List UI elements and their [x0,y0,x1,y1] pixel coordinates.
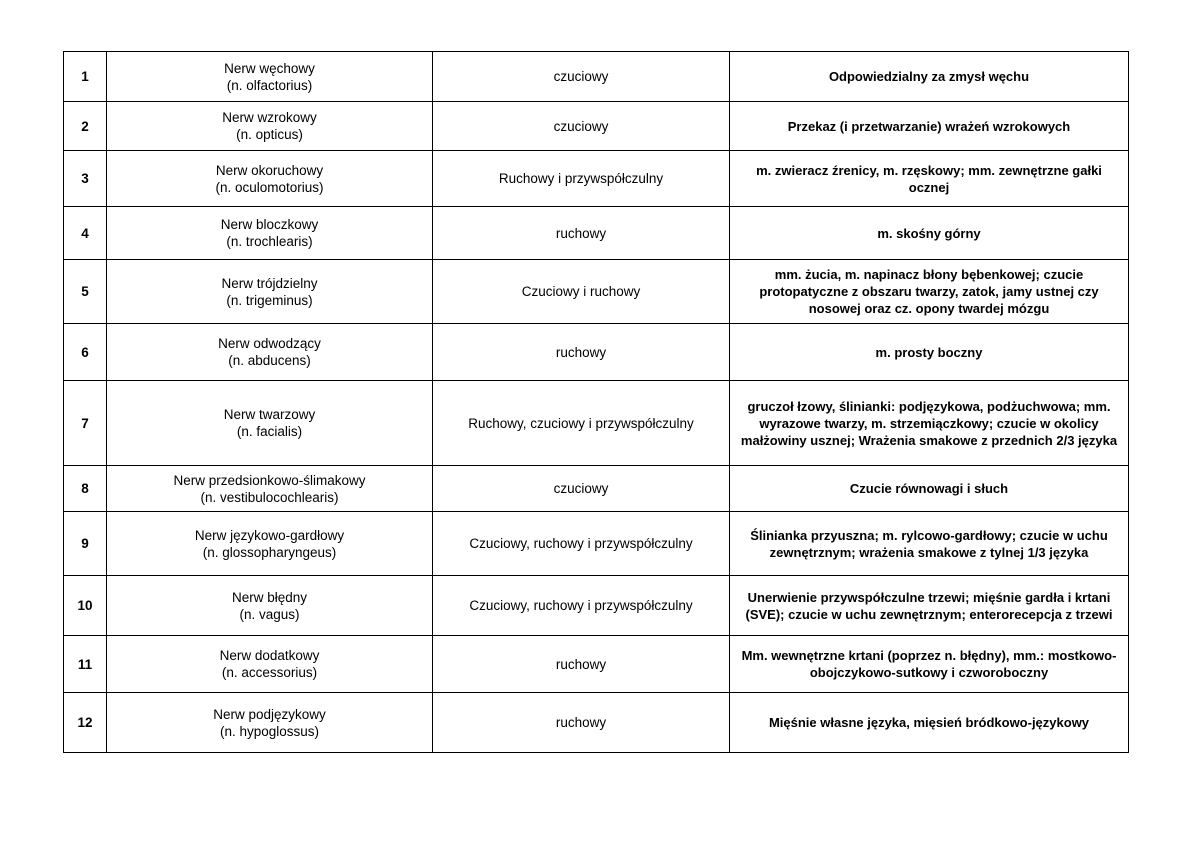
nerve-name-cell [107,324,433,381]
table-row [64,693,1129,753]
nerve-number: 1 [64,52,107,102]
nerve-name: Nerw odwodzący [218,336,321,351]
nerve-name: Nerw przedsionkowo-ślimakowy [173,472,366,488]
table-row [64,324,1129,381]
table-row [64,151,1129,207]
nerve-number: 4 [64,207,107,260]
nerve-name: Nerw bloczkowy [220,217,319,232]
nerve-latin-name: (n. accessorius) [221,665,318,680]
nerve-type: czuciowy [433,102,730,151]
nerve-type: czuciowy [433,466,730,512]
nerve-name-cell [107,381,433,466]
nerve-number: 8 [64,466,107,512]
nerve-latin-name: (n. abducens) [228,353,311,368]
nerve-type: ruchowy [433,636,730,693]
table-row [64,466,1129,512]
nerve-name-cell [107,151,433,207]
nerve-name-cell [107,102,433,151]
nerve-name: Nerw węchowy [224,60,315,76]
nerve-type: Ruchowy i przywspółczulny [433,151,730,207]
nerve-number: 7 [64,381,107,466]
nerve-number: 3 [64,151,107,207]
nerve-type: Czuciowy, ruchowy i przywspółczulny [433,576,730,636]
table-body [64,52,1129,753]
nerve-name: Nerw okoruchowy [215,162,324,178]
nerve-latin-name: (n. trigeminus) [226,292,313,308]
nerve-function: gruczoł łzowy, ślinianki: podjęzykowa, podżuchwowa; mm. wyrazowe twarzy, m. strzemiączkowy; czucie w okolicy małżowiny usznej; Wrażenia smakowe z przednich 2/3 języka [730,381,1129,466]
nerve-latin-name: (n. glossopharyngeus) [202,544,337,560]
nerve-name: Nerw dodatkowy [219,648,320,663]
nerve-name-cell [107,260,433,324]
nerve-type: ruchowy [433,207,730,260]
cranial-nerves-table [63,51,1129,753]
nerve-latin-name: (n. vestibulocochlearis) [200,489,339,505]
nerve-function: Czucie równowagi i słuch [730,466,1129,512]
nerve-function: mm. żucia, m. napinacz błony bębenkowej; czucie protopatyczne z obszaru twarzy, zatok, jamy ustnej czy nosowej oraz cz. opony twardej mózgu [730,260,1129,324]
nerve-function: Mm. wewnętrzne krtani (poprzez n. błędny), mm.: mostkowo-obojczykowo-sutkowy i czworoboczny [730,636,1129,693]
nerve-latin-name: (n. opticus) [236,127,303,142]
nerve-name-cell [107,466,433,512]
nerve-name-cell [107,512,433,576]
nerve-number: 9 [64,512,107,576]
nerve-type: Czuciowy i ruchowy [433,260,730,324]
nerve-name-cell [107,636,433,693]
nerve-name: Nerw wzrokowy [222,110,317,125]
nerve-latin-name: (n. olfactorius) [226,77,313,93]
table-row [64,381,1129,466]
nerve-name: Nerw błędny [231,589,308,605]
nerve-name-cell [107,576,433,636]
table-row [64,636,1129,693]
nerve-type: czuciowy [433,52,730,102]
nerve-function: Mięśnie własne języka, mięsień bródkowo-językowy [730,693,1129,753]
nerve-name-cell [107,52,433,102]
table-row [64,102,1129,151]
nerve-type: Ruchowy, czuciowy i przywspółczulny [433,381,730,466]
nerve-function: m. zwieracz źrenicy, m. rzęskowy; mm. zewnętrzne gałki ocznej [730,151,1129,207]
nerve-latin-name: (n. vagus) [239,606,300,622]
nerve-function: Ślinianka przyuszna; m. rylcowo-gardłowy; czucie w uchu zewnętrznym; wrażenia smakowe z tylnej 1/3 języka [730,512,1129,576]
nerve-latin-name: (n. hypoglossus) [219,723,320,739]
nerve-number: 12 [64,693,107,753]
nerve-number: 2 [64,102,107,151]
nerve-number: 11 [64,636,107,693]
nerve-function: Unerwienie przywspółczulne trzewi; mięśnie gardła i krtani (SVE); czucie w uchu zewnętrznym; enterorecepcja z trzewi [730,576,1129,636]
table-row [64,260,1129,324]
table-row [64,207,1129,260]
nerve-name-cell [107,207,433,260]
table-row [64,52,1129,102]
nerve-name: Nerw językowo-gardłowy [194,527,345,543]
nerve-name: Nerw twarzowy [223,407,316,422]
nerve-type: ruchowy [433,324,730,381]
table-row [64,512,1129,576]
table-row [64,576,1129,636]
nerve-latin-name: (n. trochlearis) [226,234,313,249]
nerve-number: 6 [64,324,107,381]
nerve-number: 5 [64,260,107,324]
nerve-latin-name: (n. oculomotorius) [215,179,324,195]
nerve-name-cell [107,693,433,753]
nerve-function: m. skośny górny [730,207,1129,260]
nerve-number: 10 [64,576,107,636]
nerve-function: m. prosty boczny [730,324,1129,381]
nerve-type: ruchowy [433,693,730,753]
nerve-name: Nerw trójdzielny [221,275,318,291]
nerve-name: Nerw podjęzykowy [213,706,326,722]
nerve-latin-name: (n. facialis) [236,424,303,439]
nerve-function: Przekaz (i przetwarzanie) wrażeń wzrokowych [730,102,1129,151]
nerve-function: Odpowiedzialny za zmysł węchu [730,52,1129,102]
nerve-type: Czuciowy, ruchowy i przywspółczulny [433,512,730,576]
